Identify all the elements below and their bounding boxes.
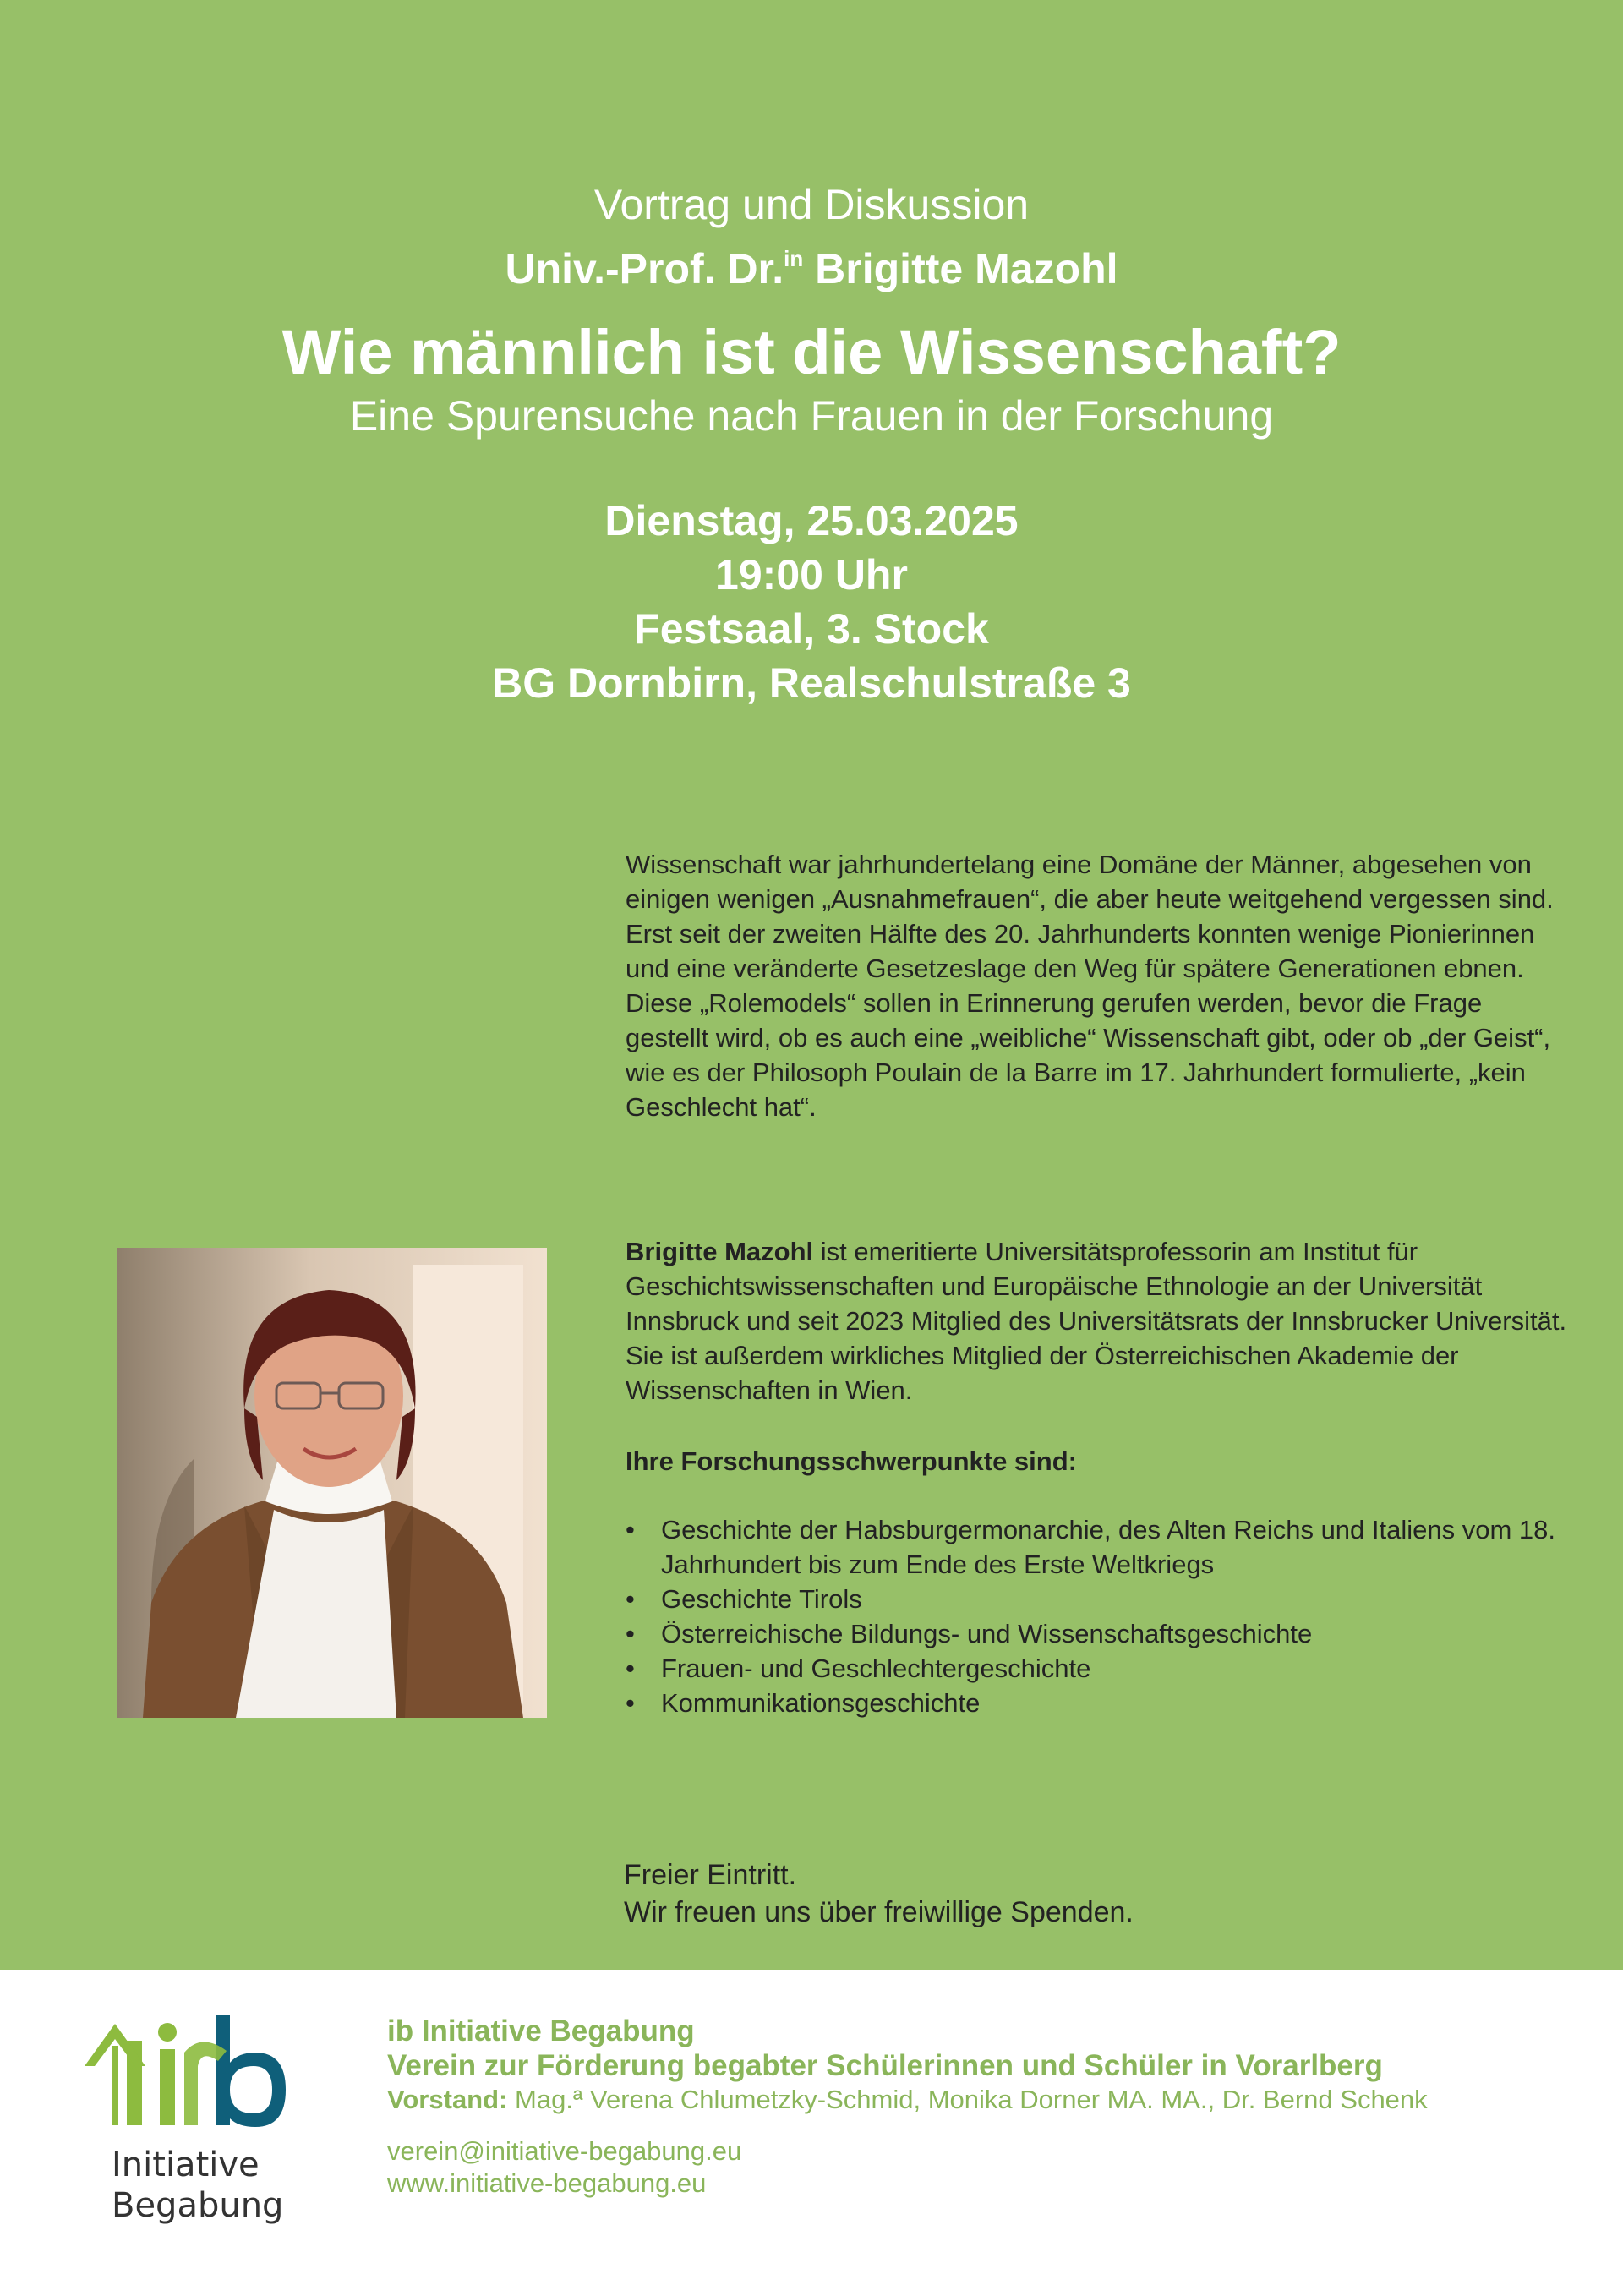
- event-kicker: Vortrag und Diskussion: [593, 181, 1030, 228]
- logo-line-1: Initiative: [112, 2146, 260, 2184]
- poster-header: [0, 178, 1623, 710]
- event-time: 19:00 Uhr: [715, 551, 908, 599]
- contact-block: [387, 2135, 1587, 2200]
- speaker-name: Brigitte Mazohl: [815, 245, 1118, 292]
- board-line: [387, 2083, 1587, 2117]
- admission-donation: Wir freuen uns über freiwillige Spenden.: [624, 1896, 1134, 1928]
- org-full-name: Verein zur Förderung begabter Schülerinnen und Schüler in Vorarlberg: [387, 2049, 1383, 2082]
- speaker-line: [0, 232, 1623, 296]
- org-name: ib Initiative Begabung: [387, 2014, 695, 2047]
- event-details: [0, 494, 1623, 710]
- speaker-title: Univ.-Prof. Dr.: [505, 245, 784, 292]
- logo-line-2: Begabung: [112, 2186, 284, 2225]
- bio-text: ist emeritierte Universitätsprofessorin am Institut für Geschichtswissenschaften und Europäische Ethnologie an der Universität Innsbruck und seit 2023 Mitglied des Universitätsrats der Innsbrucker Universität. Sie ist außerdem wirkliches Mitglied der Österreichischen Akademie der Wissenschaften in Wien.: [626, 1237, 1567, 1405]
- board-label: Vorstand:: [387, 2085, 508, 2114]
- event-venue: BG Dornbirn, Realschulstraße 3: [492, 659, 1131, 707]
- footer: [387, 2014, 1587, 2200]
- contact-email[interactable]: verein@initiative-begabung.eu: [387, 2136, 742, 2166]
- list-item: • Österreichische Bildungs- und Wissenschaftsgeschichte: [626, 1616, 1572, 1651]
- lecture-abstract: Wissenschaft war jahrhundertelang eine Domäne der Männer, abgesehen von einigen wenigen „Ausnahmefrauen“, die aber heute weitgehend vergessen sind. Erst seit der zweiten Hälfte des 20. Jahrhunderts konnten wenige Pionierinnen und eine veränderte Gesetzeslage den Weg für spätere Generationen ebnen. Diese „Rolemodels“ sollen in Erinnerung gerufen werden, bevor die Frage gestellt wird, ob es auch eine „weibliche“ Wissenschaft gibt, oder ob „der Geist“, wie es der Philosoph Poulain de la Barre im 17. Jahrhundert formulierte, „kein Geschlecht hat“.: [626, 850, 1554, 1122]
- speaker-portrait: [117, 1248, 547, 1718]
- speaker-bio: [626, 1234, 1572, 1720]
- list-item: • Frauen- und Geschlechtergeschichte: [626, 1651, 1572, 1686]
- list-item: • Kommunikationsgeschichte: [626, 1686, 1572, 1720]
- bio-paragraph: [626, 1234, 1572, 1408]
- initiative-begabung-logo: [74, 1998, 328, 2228]
- admission-note: [624, 1856, 1134, 1931]
- contact-website[interactable]: www.initiative-begabung.eu: [387, 2168, 707, 2198]
- list-item: • Geschichte der Habsburgermonarchie, des Alten Reichs und Italiens vom 18. Jahrhundert bis zum Ende des Erste Weltkriegs: [626, 1512, 1572, 1582]
- lecture-title: Wie männlich ist die Wissenschaft?: [281, 317, 1342, 387]
- portrait-illustration: [117, 1248, 547, 1718]
- research-focus-list: [626, 1512, 1572, 1720]
- bio-name: Brigitte Mazohl: [626, 1237, 814, 1266]
- ib-logo-icon: [74, 1998, 328, 2228]
- board-members: Mag.ª Verena Chlumetzky-Schmid, Monika Dorner MA. MA., Dr. Bernd Schenk: [507, 2085, 1428, 2114]
- admission-free: Freier Eintritt.: [624, 1859, 797, 1891]
- event-date: Dienstag, 25.03.2025: [604, 497, 1019, 544]
- speaker-title-suffix: in: [784, 246, 804, 271]
- research-focus-heading: Ihre Forschungsschwerpunkte sind:: [626, 1446, 1077, 1476]
- lecture-subtitle: Eine Spurensuche nach Frauen in der Forschung: [349, 392, 1274, 440]
- event-room: Festsaal, 3. Stock: [634, 605, 989, 653]
- list-item: • Geschichte Tirols: [626, 1582, 1572, 1616]
